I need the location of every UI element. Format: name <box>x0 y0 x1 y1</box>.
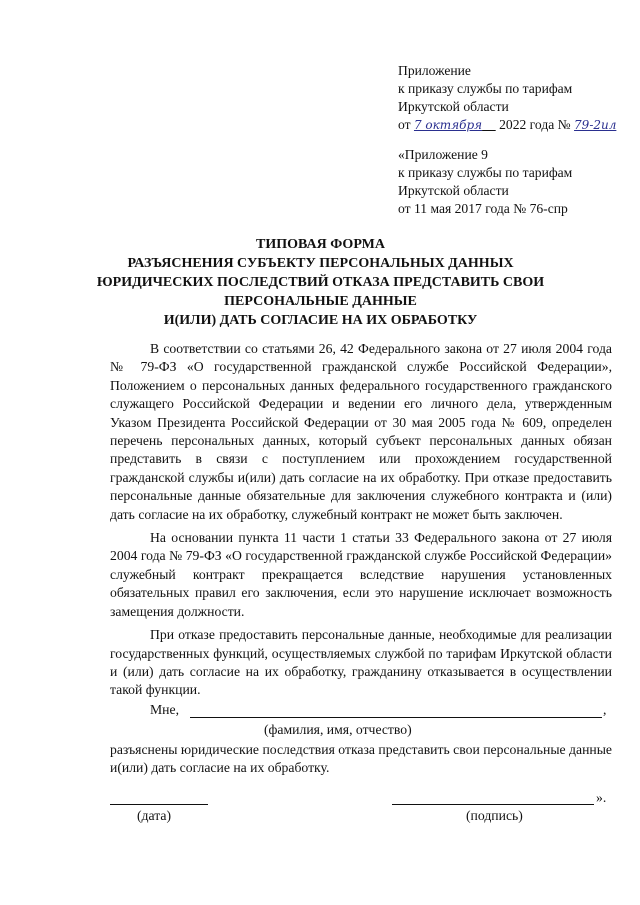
handwritten-date: 7 октября <box>413 118 483 132</box>
fio-input-line[interactable] <box>190 717 602 718</box>
appendix-header <box>398 62 616 134</box>
appendix9-line-4: от 11 мая 2017 года № 76-спр <box>398 201 568 216</box>
paragraph-3: При отказе предоставить персональные данные, необходимые для реализации государственных функций, осуществляемых службой по тарифам Иркутской области и (или) дать согласие на их обработку, гражданину отказывается в осуществлении такой функции. <box>110 627 612 698</box>
signature-caption: (подпись) <box>466 808 523 823</box>
title-line-2: РАЗЪЯСНЕНИЯ СУБЪЕКТУ ПЕРСОНАЛЬНЫХ ДАННЫХ <box>127 256 514 271</box>
date-input-line[interactable] <box>110 804 208 805</box>
date-year: 2022 года № <box>499 117 571 132</box>
document-body <box>110 340 612 705</box>
appendix-line-3: Иркутской области <box>398 99 509 114</box>
mne-label: Мне, <box>150 702 179 717</box>
appendix9-line-3: Иркутской области <box>398 183 509 198</box>
paragraph-2: На основании пункта 11 части 1 статьи 33 Федерального закона от 27 июля 2004 года № 79-ФЗ «О государственной гражданской службе Российской Федерации» служебный контракт прекращается вследствие нарушения установленных обязательных правил его заключения, если это нарушение исключает возможность замещения должности. <box>110 530 612 619</box>
signature-line-end: ». <box>596 790 607 805</box>
document-title <box>88 235 553 330</box>
signature-input-line[interactable] <box>392 804 594 805</box>
appendix-date-line <box>398 116 616 134</box>
date-blank <box>482 117 496 132</box>
appendix-line-2: к приказу службы по тарифам <box>398 81 573 96</box>
fio-line-end: , <box>603 702 607 717</box>
appendix9-header <box>398 146 572 218</box>
paragraph-1: В соответствии со статьями 26, 42 Федерального закона от 27 июля 2004 года № 79-ФЗ «О государственной гражданской службе Российской Федерации», Положением о персональных данных федерального государственного гражданского служащего Российской Федерации и ведении его личного дела, утвержденным Указом Президента Российской Федерации от 30 мая 2005 года № 609, определен перечень персональных данных, который субъект персональных данных обязан представить в связи с поступлением или прохождением государственной гражданской службы и(или) дать согласие на их обработку. При отказе предоставить персональные данные обязательные для заключения служебного контракта и (или) дать согласие на их обработку, служебный контракт не может быть заключен. <box>110 341 612 522</box>
title-line-3: ЮРИДИЧЕСКИХ ПОСЛЕДСТВИЙ ОТКАЗА ПРЕДСТАВИТЬ СВОИ <box>96 275 545 290</box>
title-line-1: ТИПОВАЯ ФОРМА <box>256 237 385 252</box>
date-caption: (дата) <box>137 808 172 823</box>
handwritten-number: 79-2ил <box>574 118 617 132</box>
appendix-line-1: Приложение <box>398 63 471 78</box>
fio-caption: (фамилия, имя, отчество) <box>264 722 412 737</box>
title-line-4: ПЕРСОНАЛЬНЫЕ ДАННЫЕ <box>224 294 417 309</box>
appendix9-line-1: «Приложение 9 <box>398 147 488 162</box>
appendix9-line-2: к приказу службы по тарифам <box>398 165 573 180</box>
title-line-5: И(ИЛИ) ДАТЬ СОГЛАСИЕ НА ИХ ОБРАБОТКУ <box>163 313 478 328</box>
explained-text: разъяснены юридические последствия отказа представить свои персональные данные и(или) дать согласие на их обработку. <box>110 742 612 776</box>
date-prefix: от <box>398 117 411 132</box>
